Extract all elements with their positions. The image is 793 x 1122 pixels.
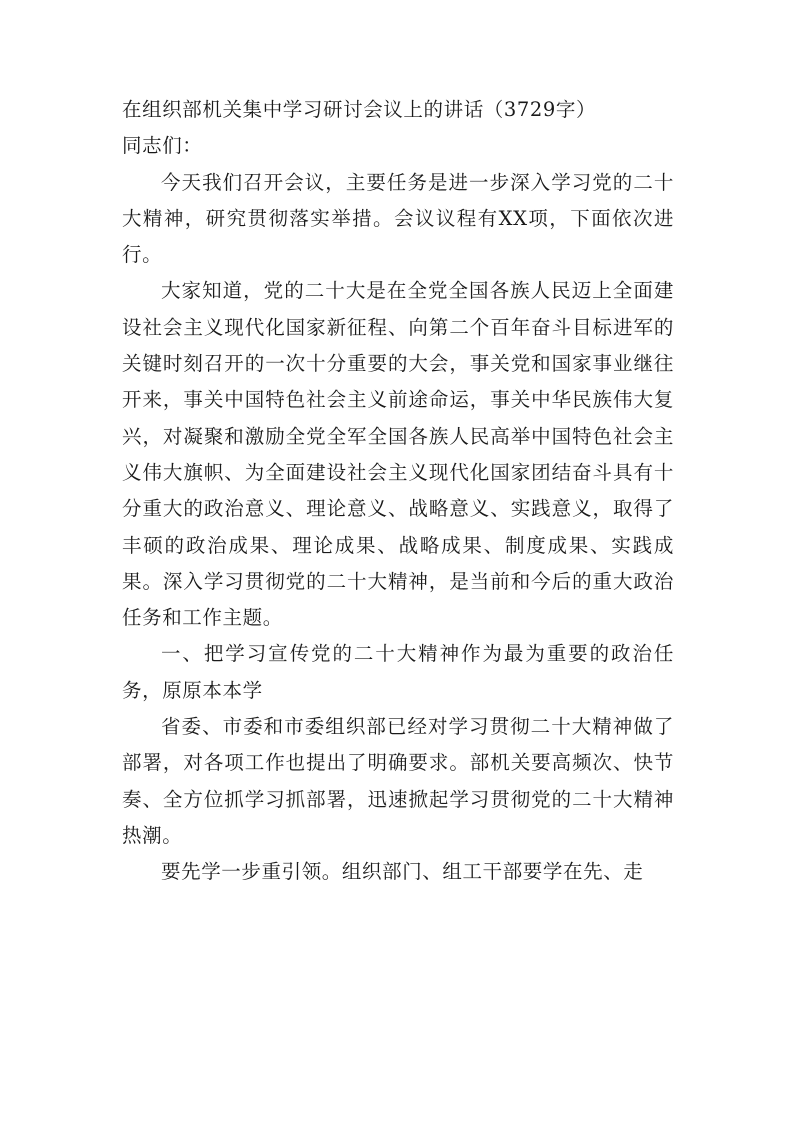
section-heading-one: 一、把学习宣传党的二十大精神作为最为重要的政治任务，原原本本学 (122, 642, 674, 702)
paragraph-background: 大家知道，党的二十大是在全党全国各族人民迈上全面建设社会主义现代化国家新征程、向第二个百年奋斗目标进军的关键时刻召开的一次十分重要的大会，事关党和国家事业继往开来，事关中国特色社会主义前途命运，事关中华民族伟大复兴，对凝聚和激励全党全军全国各族人民高举中国特色社会主义伟大旗帜、为全面建设社会主义现代化国家团结奋斗具有十分重大的政治意义、理论意义、战略意义、实践意义，取得了丰硕的政治成果、理论成果、战略成果、制度成果、实践成果。深入学习贯彻党的二十大精神，是当前和今后的重大政治任务和工作主题。 (122, 279, 674, 630)
salutation: 同志们： (122, 134, 203, 158)
paragraph-deployment: 省委、市委和市委组织部已经对学习贯彻二十大精神做了部署，对各项工作也提出了明确要求。部机关要高频次、快节奏、全方位抓学习抓部署，迅速掀起学习贯彻党的二十大精神热潮。 (122, 715, 674, 847)
document-title: 在组织部机关集中学习研讨会议上的讲话（3729字） (122, 98, 597, 121)
document-body (122, 92, 674, 891)
paragraph-opening: 今天我们召开会议，主要任务是进一步深入学习党的二十大精神，研究贯彻落实举措。会议议程有XX项，下面依次进行。 (122, 170, 674, 267)
paragraph-lead-study: 要先学一步重引领。组织部门、组工干部要学在先、走 (161, 860, 644, 884)
